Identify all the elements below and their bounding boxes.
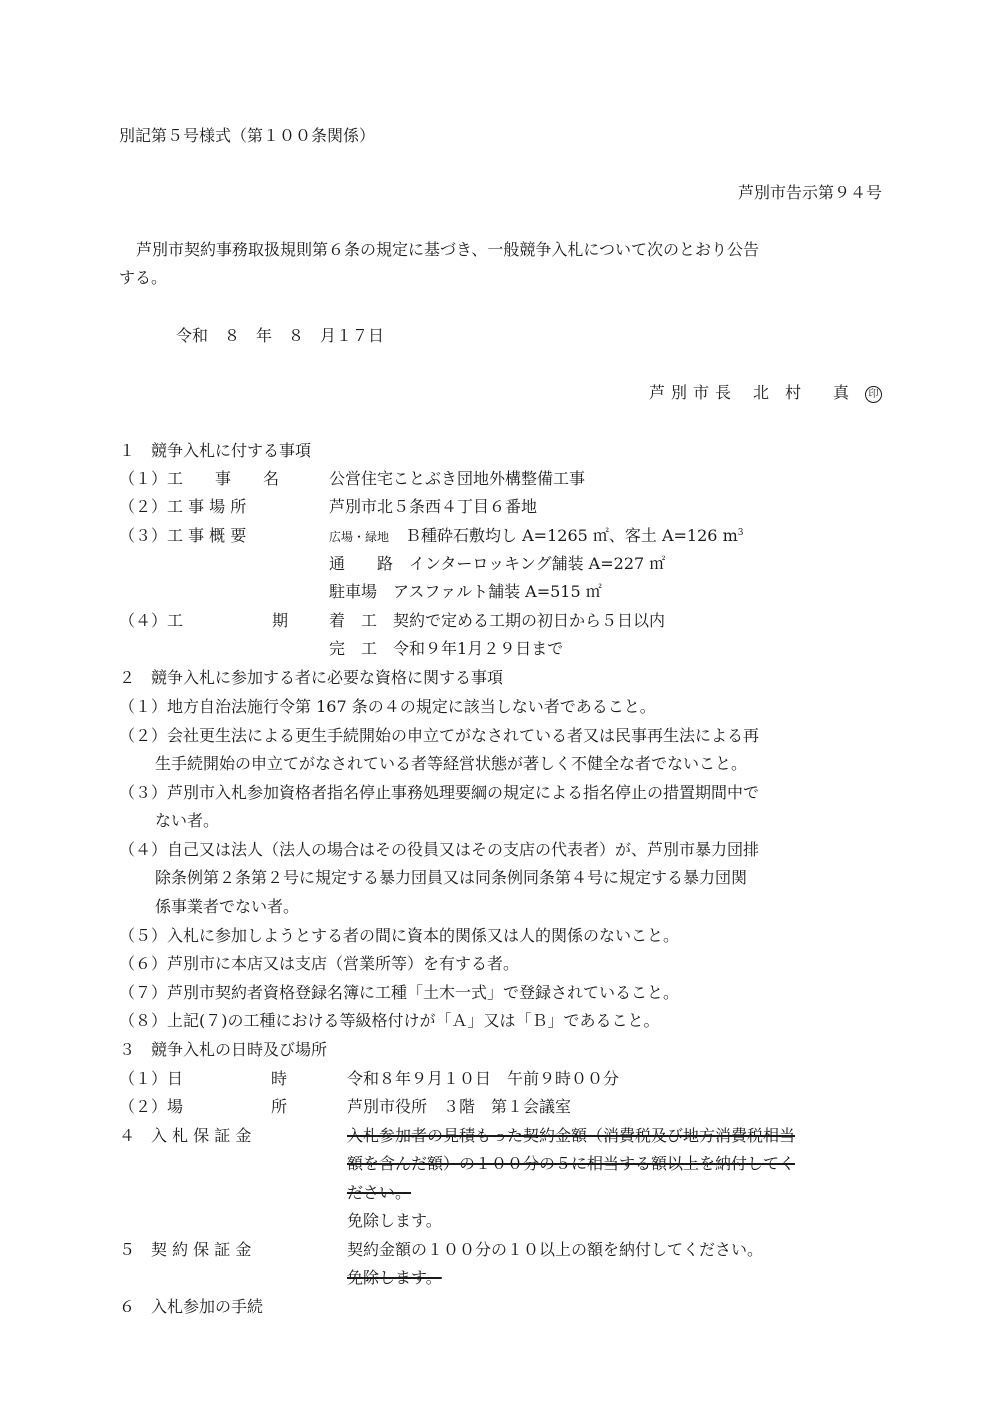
s1-item4-label: （４）工 <box>119 611 184 630</box>
s5-struck: 免除します。 <box>347 1268 442 1287</box>
s1-item4-row1-key: 着 工 <box>329 611 378 630</box>
s1-item3-row2-key: 通 路 <box>329 554 394 573</box>
s2-line-5: （５）入札に参加しようとする者の間に資本的関係又は人的関係のないこと。 <box>119 926 680 945</box>
s1-item1-value: 公営住宅ことぶき団地外構整備工事 <box>329 469 586 488</box>
s1-item4-row2-value: 令和９年1月２９日まで <box>393 639 564 658</box>
notice-date: 令和 ８ 年 ８ 月１７日 <box>176 326 385 345</box>
s2-line-4b: 除条例第２条第２号に規定する暴力団員又は同条例同条第４号に規定する暴力団関 <box>155 868 748 887</box>
s1-item1-label: （１）工 事 名 <box>119 469 280 488</box>
s1-item4-row2 <box>329 641 563 657</box>
section-5-heading: ５ 契 約 保 証 金 <box>119 1240 252 1259</box>
s1-item3-row2 <box>329 556 665 572</box>
s5-value: 契約金額の１００分の１０以上の額を納付してください。 <box>347 1240 764 1259</box>
s1-item4-label-2: 期 <box>272 611 289 630</box>
s4-value: 免除します。 <box>347 1211 442 1230</box>
mayor-signature <box>649 385 882 403</box>
s4-struck-line-1: 入札参加者の見積もった契約金額（消費税及び地方消費税相当 <box>347 1126 796 1145</box>
s1-item3-row1-value: Ｂ種砕石敷均し A=1265 ㎡、客土 A=126 <box>405 526 723 545</box>
s3-item1-value: 令和８年９月１０日 午前９時００分 <box>347 1069 620 1088</box>
intro-line-2: する。 <box>119 268 168 287</box>
s3-item1-label-2: 時 <box>271 1069 288 1088</box>
s3-item1-label: （１）日 <box>119 1069 184 1088</box>
s1-item2-value: 芦別市北５条西４丁目６番地 <box>329 497 538 516</box>
mayor-title: 芦別市長 <box>648 383 737 402</box>
s3-item2-label: （２）場 <box>119 1097 184 1116</box>
section-1-heading: １ 競争入札に付する事項 <box>119 441 312 460</box>
s4-struck-line-3: ださい。 <box>347 1183 412 1202</box>
seal-mark: 印 <box>865 386 882 403</box>
s1-item3-row1-unit: m <box>722 526 738 545</box>
s1-item3-row1-key: 広場・緑地 <box>329 530 390 544</box>
s1-item3-row2-value: インターロッキング舗装 A=227 ㎡ <box>409 554 666 573</box>
section-6-heading: ６ 入札参加の手続 <box>119 1297 264 1316</box>
intro-line-1: 芦別市契約事務取扱規則第６条の規定に基づき、一般競争入札について次のとおり公告 <box>136 240 760 259</box>
s1-item4-row2-key: 完 工 <box>329 639 378 658</box>
form-label: 別記第５号様式（第１００条関係） <box>119 126 376 145</box>
s1-item3-row1 <box>329 528 743 544</box>
s1-item3-row3-value: アスファルト舗装 A=515 ㎡ <box>393 582 602 601</box>
s2-line-6: （６）芦別市に本店又は支店（営業所等）を有する者。 <box>119 954 520 973</box>
s4-struck-line-2: 額を含んだ額）の１００分の５に相当する額以上を納付してく <box>347 1154 796 1173</box>
s1-item2-label: （２）工 事 場 所 <box>119 497 247 516</box>
s1-item3-row3-key: 駐車場 <box>329 582 378 601</box>
notice-number: 芦別市告示第９４号 <box>737 183 882 202</box>
s2-line-8: （８）上記(７)の工種における等級格付けが「Ａ」又は「Ｂ」であること。 <box>119 1011 660 1030</box>
s2-line-7: （７）芦別市契約者資格登録名簿に工種「土木一式」で登録されていること。 <box>119 983 680 1002</box>
s2-line-2b: 生手続開始の申立てがなされている者等経営状態が著しく不健全な者でないこと。 <box>155 754 748 773</box>
s1-item4-row1 <box>329 613 665 629</box>
s3-item2-value: 芦別市役所 ３階 第１会議室 <box>347 1097 572 1116</box>
s1-item3-row1-sup: 3 <box>737 528 744 538</box>
section-2-heading: ２ 競争入札に参加する者に必要な資格に関する事項 <box>119 668 504 687</box>
mayor-name: 北 村 真 <box>752 383 849 402</box>
s2-line-2a: （２）会社更生法による更生手続開始の申立てがなされている者又は民事再生法による再 <box>119 726 760 745</box>
section-4-heading: ４ 入 札 保 証 金 <box>119 1126 252 1145</box>
s1-item3-row3 <box>329 584 602 600</box>
s3-item2-label-2: 所 <box>271 1097 288 1116</box>
s2-line-3b: ない者。 <box>155 811 220 830</box>
s1-item3-label: （３）工 事 概 要 <box>119 526 247 545</box>
s2-line-3a: （３）芦別市入札参加資格者指名停止事務処理要綱の規定による指名停止の措置期間中で <box>119 783 760 802</box>
s2-line-4a: （４）自己又は法人（法人の場合はその役員又はその支店の代表者）が、芦別市暴力団排 <box>119 840 760 859</box>
s1-item4-row1-value: 契約で定める工期の初日から５日以内 <box>393 611 666 630</box>
section-3-heading: ３ 競争入札の日時及び場所 <box>119 1040 328 1059</box>
s2-line-1: （１）地方自治法施行令第 167 条の４の規定に該当しない者であること。 <box>119 697 656 716</box>
s2-line-4c: 係事業者でない者。 <box>155 897 300 916</box>
